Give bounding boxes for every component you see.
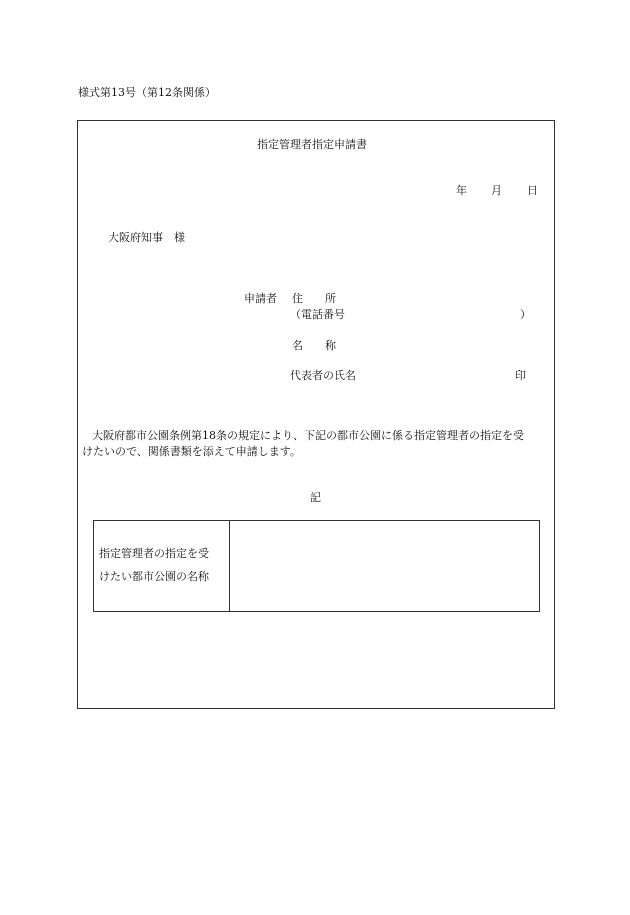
date-day-label: 日 <box>527 184 538 197</box>
statement-line-1: 大阪府都市公園条例第18条の規定により、下記の都市公園に係る指定管理者の指定を受 <box>92 429 524 442</box>
date-year-label: 年 <box>456 184 467 197</box>
document-title: 指定管理者指定申請書 <box>257 138 367 151</box>
date-month-label: 月 <box>491 184 502 197</box>
application-statement <box>82 428 552 460</box>
address-label: 住 所 <box>292 292 336 305</box>
phone-number-label: （電話番号 <box>290 308 345 321</box>
addressee: 大阪府知事 様 <box>108 231 185 244</box>
park-name-header-line-1: 指定管理者の指定を受 <box>99 547 209 560</box>
name-label: 名 称 <box>292 339 336 352</box>
phone-number-close-paren: ） <box>520 308 531 321</box>
form-number: 様式第13号（第12条関係） <box>78 86 216 99</box>
seal-mark: 印 <box>515 369 526 382</box>
applicant-label: 申請者 <box>244 292 277 305</box>
park-name-header-line-2: けたい都市公園の名称 <box>99 570 209 583</box>
park-name-header-cell <box>94 521 230 611</box>
park-name-table <box>93 520 540 612</box>
ki-heading: 記 <box>310 491 321 504</box>
representative-name-label: 代表者の氏名 <box>290 369 356 382</box>
park-name-value-cell <box>230 521 539 611</box>
statement-line-2: けたいので、関係書類を添えて申請します。 <box>82 445 301 458</box>
form-frame <box>77 120 555 709</box>
